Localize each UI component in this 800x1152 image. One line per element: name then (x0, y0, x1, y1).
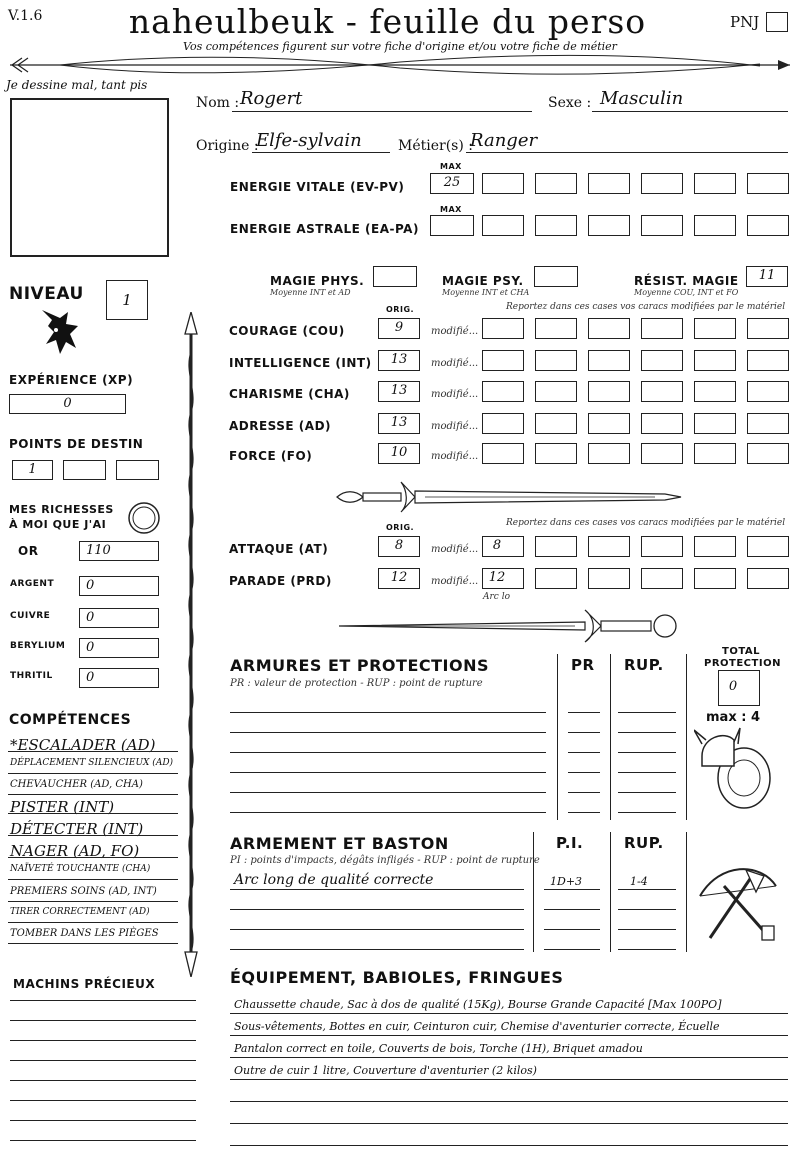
origine-label: Origine : (196, 138, 259, 154)
attaque-mod-value: 8 (492, 538, 502, 553)
carac-mod-box[interactable] (482, 413, 524, 434)
ea-box-2[interactable] (535, 215, 577, 236)
carac-mod-box[interactable] (535, 443, 577, 464)
parade-mod-box-2[interactable] (535, 568, 577, 589)
carac-mod-box[interactable] (747, 443, 789, 464)
sexe-field[interactable] (592, 111, 788, 112)
coin-icon (127, 501, 161, 535)
total-label-2: PROTECTION (704, 658, 781, 669)
destin-value-1: 1 (28, 462, 37, 477)
carac-mod-box[interactable] (482, 350, 524, 371)
carac-orig-value-5: 10 (390, 445, 408, 460)
carac-mod-box[interactable] (694, 350, 736, 371)
machins-line[interactable] (10, 1040, 196, 1041)
parade-mod-box-6[interactable] (747, 568, 789, 589)
metier-field[interactable] (466, 152, 788, 153)
armement-title: ARMEMENT ET BASTON (230, 834, 449, 853)
pnj-checkbox[interactable] (766, 12, 788, 32)
armement-row-pi[interactable] (544, 909, 600, 910)
ev-max-label: MAX (440, 162, 462, 171)
max-protection-note: max : 4 (706, 710, 760, 725)
magie-psy-label: MAGIE PSY. (442, 274, 524, 288)
carac-label-3: CHARISME (CHA) (229, 387, 350, 401)
attaque-mod-box-6[interactable] (747, 536, 789, 557)
richesse-label-1: OR (18, 544, 39, 558)
resist-magie-label: RÉSIST. MAGIE (634, 274, 739, 288)
attaque-label: ATTAQUE (AT) (229, 542, 329, 556)
armure-row-pr[interactable] (568, 732, 600, 733)
competence-item: NAGER (AD, FO) (10, 842, 140, 860)
carac-mod-box[interactable] (641, 350, 683, 371)
competence-item: PREMIERS SOINS (AD, INT) (10, 886, 157, 897)
machins-line[interactable] (10, 1080, 196, 1081)
armure-row-pr[interactable] (568, 772, 600, 773)
richesse-label-4: BERYLIUM (10, 641, 66, 651)
machins-line[interactable] (10, 1020, 196, 1021)
armures-note: PR : valeur de protection - RUP : point de rupture (230, 678, 483, 689)
attaque-modifie-label: modifié... (431, 544, 479, 555)
resist-magie-value: 11 (758, 268, 776, 283)
carac-mod-box[interactable] (694, 413, 736, 434)
parade-mod-value: 12 (488, 570, 506, 585)
resist-magie-note: Moyenne COU, INT et FO (634, 288, 739, 297)
armement-row-name[interactable] (230, 949, 524, 950)
equipement-line[interactable] (230, 1079, 788, 1080)
total-protection-value: 0 (728, 679, 738, 694)
armement-note: PI : points d'impacts, dégâts infligés - RUP : point de rupture (230, 855, 540, 866)
carac-label-2: INTELLIGENCE (INT) (229, 356, 372, 370)
richesse-label-3: CUIVRE (10, 611, 51, 621)
carac-label-1: COURAGE (COU) (229, 324, 345, 338)
equipement-line[interactable] (230, 1057, 788, 1058)
competence-line (8, 857, 178, 858)
carac-mod-box[interactable] (641, 318, 683, 339)
competence-line (8, 901, 178, 902)
equipement-line[interactable] (230, 1123, 788, 1124)
armures-col-rup: RUP. (624, 656, 664, 674)
carac-mod-box[interactable] (482, 318, 524, 339)
sword-icon-2 (335, 606, 681, 646)
competence-item: TOMBER DANS LES PIÈGES (10, 928, 159, 939)
carac-mod-box[interactable] (535, 350, 577, 371)
carac-mod-box[interactable] (641, 413, 683, 434)
ea-label: ENERGIE ASTRALE (EA-PA) (230, 222, 419, 236)
machins-line[interactable] (10, 1060, 196, 1061)
competence-line (8, 813, 178, 814)
machins-line[interactable] (10, 1120, 196, 1121)
metier-value: Ranger (470, 130, 538, 151)
carac-mod-box[interactable] (588, 443, 630, 464)
competence-line (8, 922, 178, 923)
armement-divider-2 (610, 832, 611, 952)
carac-mod-box[interactable] (747, 350, 789, 371)
carac-mod-box[interactable] (747, 318, 789, 339)
armure-row-name[interactable] (230, 752, 546, 753)
ev-label: ENERGIE VITALE (EV-PV) (230, 180, 405, 194)
attaque-orig-value: 8 (394, 538, 404, 553)
pnj-label: PNJ (730, 13, 760, 31)
competences-label: COMPÉTENCES (9, 712, 132, 728)
armement-row-rup[interactable] (618, 949, 676, 950)
richesse-label-2: ARGENT (10, 579, 55, 589)
carac-mod-box[interactable] (535, 413, 577, 434)
attaque-mod-box-5[interactable] (694, 536, 736, 557)
competence-item: DÉPLACEMENT SILENCIEUX (AD) (10, 758, 174, 768)
ev-box-2[interactable] (535, 173, 577, 194)
competence-item: CHEVAUCHER (AD, CHA) (10, 779, 143, 790)
carac-modifie-label: modifié... (431, 421, 479, 432)
nom-label: Nom : (196, 95, 240, 111)
carac-label-4: ADRESSE (AD) (229, 419, 332, 433)
ea-box-6[interactable] (747, 215, 789, 236)
carac-mod-box[interactable] (694, 318, 736, 339)
attaque-mod-box-3[interactable] (588, 536, 630, 557)
ea-box-5[interactable] (694, 215, 736, 236)
parade-modifie-label: modifié... (431, 576, 479, 587)
magie-psy-note: Moyenne INT et CHA (442, 288, 530, 297)
carac-orig-value-3: 13 (390, 383, 408, 398)
richesse-value-1: 110 (86, 543, 111, 558)
version-label: V.1.6 (8, 8, 43, 24)
carac-modifie-label: modifié... (431, 389, 479, 400)
armement-divider-1 (533, 832, 534, 952)
armures-col-pr: PR (571, 656, 595, 674)
richesse-value-4: 0 (86, 640, 95, 655)
armement-row-name-value: Arc long de qualité correcte (234, 872, 434, 888)
nom-value: Rogert (240, 88, 303, 109)
equipement-title: ÉQUIPEMENT, BABIOLES, FRINGUES (230, 968, 564, 987)
parade-label: PARADE (PRD) (229, 574, 332, 588)
armure-row-name[interactable] (230, 792, 546, 793)
metier-label: Métier(s) : (398, 138, 473, 154)
caracs-report-note: Reportez dans ces cases vos caracs modifiées par le matériel (506, 302, 786, 312)
machins-label: MACHINS PRÉCIEUX (13, 977, 156, 991)
armement-row-name[interactable] (230, 909, 524, 910)
parade-orig-value: 12 (390, 570, 408, 585)
machins-line[interactable] (10, 1000, 196, 1001)
armement-row-name[interactable] (230, 929, 524, 930)
carac-modifie-label: modifié... (431, 358, 479, 369)
armement-row-rup[interactable] (618, 909, 676, 910)
armures-divider-3 (686, 654, 687, 820)
ev-box-4[interactable] (641, 173, 683, 194)
competence-line (8, 794, 178, 795)
carac-orig-value-4: 13 (390, 415, 408, 430)
carac-mod-box[interactable] (747, 381, 789, 402)
helmet-shield-icon (694, 726, 774, 812)
combat-note: Arc lo (483, 592, 510, 602)
carac-orig-value-2: 13 (390, 352, 408, 367)
attaque-mod-box-4[interactable] (641, 536, 683, 557)
origine-value: Elfe-sylvain (256, 130, 362, 151)
armure-row-pr[interactable] (568, 752, 600, 753)
armement-col-pi: P.I. (556, 834, 584, 852)
niveau-label: NIVEAU (9, 284, 84, 304)
caracs-orig-label: ORIG. (386, 305, 415, 314)
carac-modifie-label: modifié... (431, 326, 479, 337)
armures-divider-2 (610, 654, 611, 820)
carac-mod-box[interactable] (694, 381, 736, 402)
equipement-line-text: Outre de cuir 1 litre, Couverture d'aventurier (2 kilos) (234, 1064, 537, 1077)
competence-item: DÉTECTER (INT) (10, 820, 144, 838)
combat-orig-label: ORIG. (386, 523, 415, 532)
equipement-line-text: Pantalon correct en toile, Couverts de bois, Torche (1H), Briquet amadou (234, 1042, 643, 1055)
carac-orig-value-1: 9 (394, 320, 404, 335)
richesses-label-2: À MOI QUE J'AI (9, 518, 107, 531)
armure-row-rup[interactable] (618, 772, 676, 773)
equipement-line[interactable] (230, 1013, 788, 1014)
armures-title: ARMURES ET PROTECTIONS (230, 656, 489, 675)
armement-row-pi[interactable] (544, 949, 600, 950)
armement-row-rup[interactable] (618, 889, 676, 890)
competence-line (8, 773, 178, 774)
magie-phys-label: MAGIE PHYS. (270, 274, 365, 288)
ea-box-1[interactable] (482, 215, 524, 236)
carac-mod-box[interactable] (641, 443, 683, 464)
carac-mod-box[interactable] (588, 318, 630, 339)
richesse-value-2: 0 (86, 578, 95, 593)
armure-row-rup[interactable] (618, 752, 676, 753)
equipement-line-text: Sous-vêtements, Bottes en cuir, Ceinturon cuir, Chemise d'aventurier correcte, Écuelle (234, 1020, 720, 1033)
competence-item: *ESCALADER (AD) (10, 736, 156, 754)
competence-line (8, 751, 178, 752)
equipement-line[interactable] (230, 1101, 788, 1102)
machins-line[interactable] (10, 1100, 196, 1101)
portrait-caption: Je dessine mal, tant pis (6, 78, 148, 92)
armure-row-name[interactable] (230, 732, 546, 733)
armure-row-name[interactable] (230, 712, 546, 713)
competence-line (8, 835, 178, 836)
armure-row-rup[interactable] (618, 792, 676, 793)
carac-mod-box[interactable] (482, 381, 524, 402)
page-subtitle: Vos compétences figurent sur votre fiche d'origine et/ou votre fiche de métier (183, 40, 617, 53)
competence-line (8, 943, 178, 944)
richesse-value-3: 0 (86, 610, 95, 625)
armure-row-pr[interactable] (568, 812, 600, 813)
carac-mod-box[interactable] (482, 443, 524, 464)
sexe-label: Sexe : (548, 95, 592, 111)
competence-line (8, 879, 178, 880)
armures-divider-1 (557, 654, 558, 820)
richesse-value-5: 0 (86, 670, 95, 685)
equipement-line[interactable] (230, 1035, 788, 1036)
ea-box-3[interactable] (588, 215, 630, 236)
armure-row-name[interactable] (230, 772, 546, 773)
nom-field[interactable] (232, 111, 532, 112)
dragon-icon (34, 304, 80, 362)
equipement-line-text: Chaussette chaude, Sac à dos de qualité (15Kg), Bourse Grande Capacité [Max 100PO] (234, 998, 722, 1011)
carac-mod-box[interactable] (535, 318, 577, 339)
origine-field[interactable] (252, 152, 390, 153)
armure-row-name[interactable] (230, 812, 546, 813)
ea-max-label: MAX (440, 205, 462, 214)
equipement-line[interactable] (230, 1145, 788, 1146)
magie-phys-note: Moyenne INT et AD (270, 288, 351, 297)
armement-col-rup: RUP. (624, 834, 664, 852)
parade-mod-box-5[interactable] (694, 568, 736, 589)
armement-row-name[interactable] (230, 889, 524, 890)
total-label-1: TOTAL (722, 646, 760, 657)
armement-row-rup[interactable] (618, 929, 676, 930)
destin-box-2[interactable] (63, 460, 106, 480)
destin-box-3[interactable] (116, 460, 159, 480)
parade-mod-box-3[interactable] (588, 568, 630, 589)
ev-box-5[interactable] (694, 173, 736, 194)
destin-label: POINTS DE DESTIN (9, 437, 144, 451)
armure-row-rup[interactable] (618, 812, 676, 813)
armement-divider-3 (686, 832, 687, 952)
experience-label: EXPÉRIENCE (XP) (9, 373, 134, 387)
magie-psy-box[interactable] (534, 266, 578, 287)
parade-mod-box-4[interactable] (641, 568, 683, 589)
armure-row-rup[interactable] (618, 712, 676, 713)
armement-row-rup-value: 1-4 (630, 875, 648, 888)
armure-row-pr[interactable] (568, 712, 600, 713)
niveau-value: 1 (122, 291, 132, 309)
attaque-mod-box-2[interactable] (535, 536, 577, 557)
carac-mod-box[interactable] (641, 381, 683, 402)
ev-box-3[interactable] (588, 173, 630, 194)
carac-mod-box[interactable] (694, 443, 736, 464)
ev-box-6[interactable] (747, 173, 789, 194)
armure-row-pr[interactable] (568, 792, 600, 793)
magie-phys-box[interactable] (373, 266, 417, 287)
ev-max-value: 25 (443, 175, 461, 190)
sexe-value: Masculin (600, 88, 684, 109)
carac-modifie-label: modifié... (431, 451, 479, 462)
armement-row-pi[interactable] (544, 929, 600, 930)
competence-item: TIRER CORRECTEMENT (AD) (10, 907, 150, 917)
carac-mod-box[interactable] (747, 413, 789, 434)
experience-value: 0 (63, 396, 72, 411)
carac-label-5: FORCE (FO) (229, 449, 313, 463)
combat-report-note: Reportez dans ces cases vos caracs modifiées par le matériel (506, 518, 786, 528)
sword-icon (335, 480, 685, 514)
portrait-box[interactable] (10, 98, 169, 257)
carac-mod-box[interactable] (535, 381, 577, 402)
carac-mod-box[interactable] (588, 381, 630, 402)
carac-mod-box[interactable] (588, 350, 630, 371)
armement-row-pi-value: 1D+3 (550, 875, 583, 888)
armure-row-rup[interactable] (618, 732, 676, 733)
armement-row-pi[interactable] (544, 889, 600, 890)
arrow-banner (0, 52, 800, 80)
competence-item: NAÏVETÉ TOUCHANTE (CHA) (10, 864, 151, 874)
machins-line[interactable] (10, 1140, 196, 1141)
carac-mod-box[interactable] (588, 413, 630, 434)
ea-max-box[interactable] (430, 215, 474, 236)
competence-item: PISTER (INT) (10, 798, 115, 816)
spear-icon (180, 312, 202, 977)
richesse-label-5: THRITIL (10, 671, 53, 681)
richesses-label-1: MES RICHESSES (9, 503, 114, 516)
ea-box-4[interactable] (641, 215, 683, 236)
ev-box-1[interactable] (482, 173, 524, 194)
weapons-icon (690, 856, 780, 944)
page-title: naheulbeuk - feuille du perso (128, 2, 647, 41)
